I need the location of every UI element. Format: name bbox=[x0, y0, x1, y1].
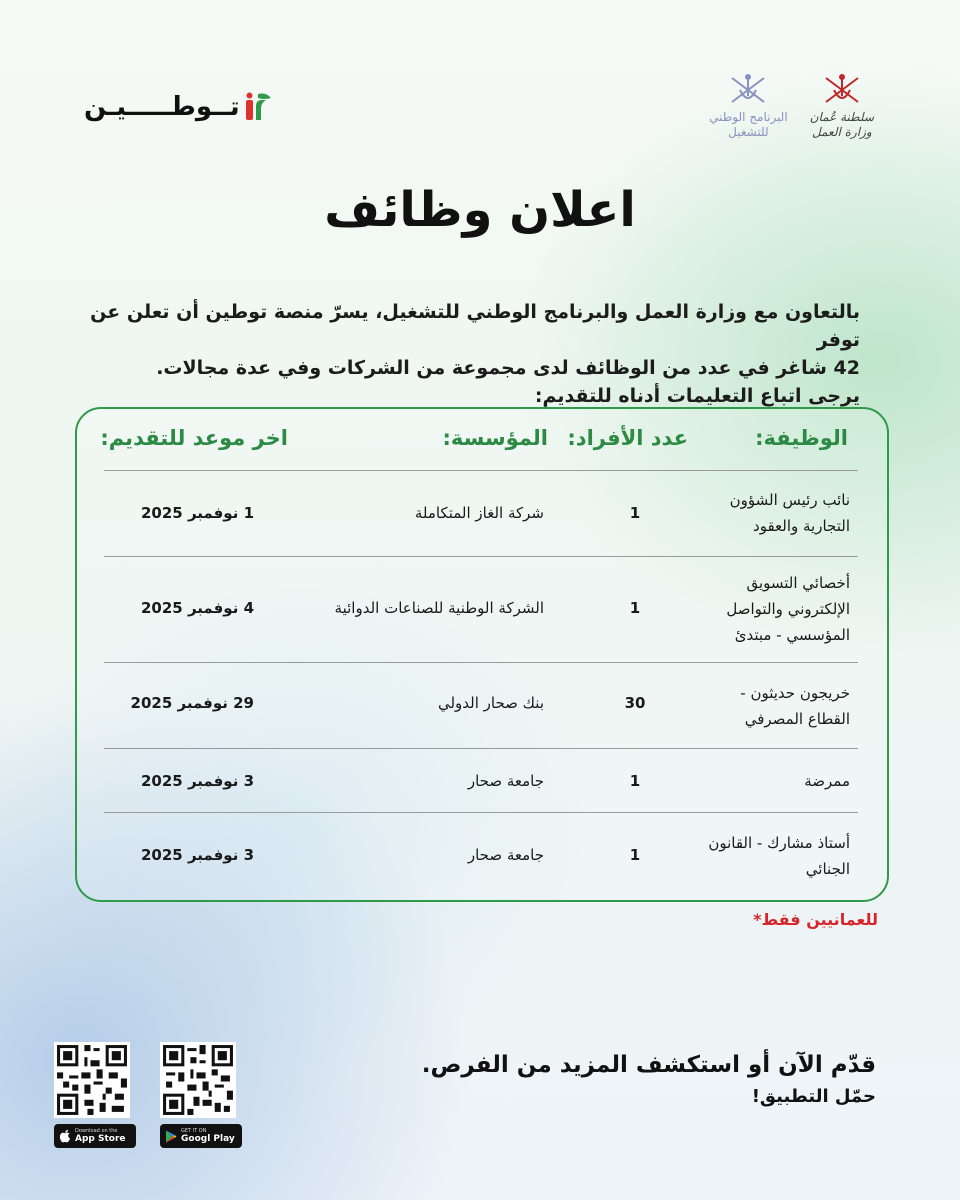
table-row-5-org: جامعة صحار bbox=[467, 846, 544, 864]
intro-paragraph bbox=[80, 298, 860, 410]
apple-icon bbox=[59, 1129, 71, 1143]
google-play-badge[interactable] bbox=[160, 1124, 242, 1148]
google-play-icon bbox=[165, 1130, 177, 1143]
call-to-action bbox=[422, 1052, 876, 1107]
page-title: اعلان وظائف bbox=[324, 182, 636, 238]
cta-sub-text: حمّل التطبيق! bbox=[751, 1086, 876, 1107]
table-row-3-job: خريجون حديثون - القطاع المصرفي bbox=[740, 684, 850, 728]
table-row-1-deadline: 1 نوفمبر 2025 bbox=[140, 504, 254, 522]
brand-name: تــوطـــــيـن bbox=[84, 92, 240, 122]
table-row-5-count: 1 bbox=[629, 846, 641, 864]
government-logos bbox=[709, 72, 874, 140]
omanis-only-note: للعمانيين فقط* bbox=[753, 910, 878, 929]
khanjar-emblem-icon bbox=[726, 72, 770, 108]
row-divider bbox=[104, 748, 858, 749]
table-row-3-count: 30 bbox=[624, 694, 646, 712]
npe-line-1: البرنامج الوطني bbox=[709, 110, 788, 124]
google-play-small-text: GET IT ON bbox=[181, 1128, 207, 1134]
ministry-of-labour-logo bbox=[810, 72, 874, 140]
mol-line-1: سلطنة عُمان bbox=[809, 110, 874, 124]
table-row-4-org: جامعة صحار bbox=[467, 772, 544, 790]
table-row-4-job: ممرضة bbox=[804, 772, 850, 790]
row-divider bbox=[104, 662, 858, 663]
intro-line-3: يرجى اتباع التعليمات أدناه للتقديم: bbox=[534, 385, 860, 407]
google-play-download[interactable] bbox=[160, 1042, 242, 1148]
brand-logo bbox=[84, 92, 274, 122]
google-play-big-text: Googl Play bbox=[181, 1134, 235, 1144]
table-row-4-deadline: 3 نوفمبر 2025 bbox=[140, 772, 254, 790]
header-deadline: اخر موعد للتقديم: bbox=[100, 426, 288, 450]
app-store-small-text: Download on the bbox=[75, 1128, 118, 1134]
app-store-badge[interactable] bbox=[54, 1124, 136, 1148]
table-row-5-job: أستاذ مشارك - القانون الجنائي bbox=[708, 834, 850, 878]
jobs-table bbox=[75, 407, 889, 902]
intro-line-2: 42 شاغر في عدد من الوظائف لدى مجموعة من الشركات وفي عدة مجالات. bbox=[156, 357, 860, 379]
row-divider bbox=[104, 556, 858, 557]
tawteen-logo-icon bbox=[244, 92, 274, 122]
cta-main-text: قدّم الآن أو استكشف المزيد من الفرص. bbox=[421, 1052, 876, 1078]
header-job: الوظيفة: bbox=[755, 426, 848, 450]
google-play-qr-code[interactable] bbox=[160, 1042, 236, 1118]
table-row-1-job: نائب رئيس الشؤون التجارية والعقود bbox=[729, 491, 850, 535]
khanjar-emblem-icon bbox=[820, 72, 864, 108]
mol-line-2: وزارة العمل bbox=[812, 125, 872, 139]
table-row-1-org: شركة الغاز المتكاملة bbox=[414, 504, 544, 522]
header-count: عدد الأفراد: bbox=[567, 426, 688, 450]
table-row-3-deadline: 29 نوفمبر 2025 bbox=[130, 694, 254, 712]
table-row-2-job: أخصائي التسويق الإلكتروني والتواصل المؤسسي - مبتدئ bbox=[726, 574, 850, 644]
row-divider bbox=[104, 470, 858, 471]
app-store-download[interactable] bbox=[54, 1042, 136, 1148]
table-row-3-org: بنك صحار الدولي bbox=[437, 694, 544, 712]
app-store-qr-code[interactable] bbox=[54, 1042, 130, 1118]
table-row-2-count: 1 bbox=[629, 599, 641, 617]
intro-line-1: بالتعاون مع وزارة العمل والبرنامج الوطني للتشغيل، يسرّ منصة توطين أن تعلن عن توفر bbox=[90, 301, 860, 351]
app-store-big-text: App Store bbox=[75, 1134, 126, 1144]
table-row-1-count: 1 bbox=[629, 504, 641, 522]
table-row-5-deadline: 3 نوفمبر 2025 bbox=[140, 846, 254, 864]
table-row-4-count: 1 bbox=[629, 772, 641, 790]
table-row-2-org: الشركة الوطنية للصناعات الدوائية bbox=[334, 599, 544, 617]
npe-line-2: للتشغيل bbox=[728, 125, 769, 139]
header-org: المؤسسة: bbox=[442, 426, 548, 450]
national-employment-program-logo bbox=[709, 72, 788, 140]
table-row-2-deadline: 4 نوفمبر 2025 bbox=[140, 599, 254, 617]
row-divider bbox=[104, 812, 858, 813]
